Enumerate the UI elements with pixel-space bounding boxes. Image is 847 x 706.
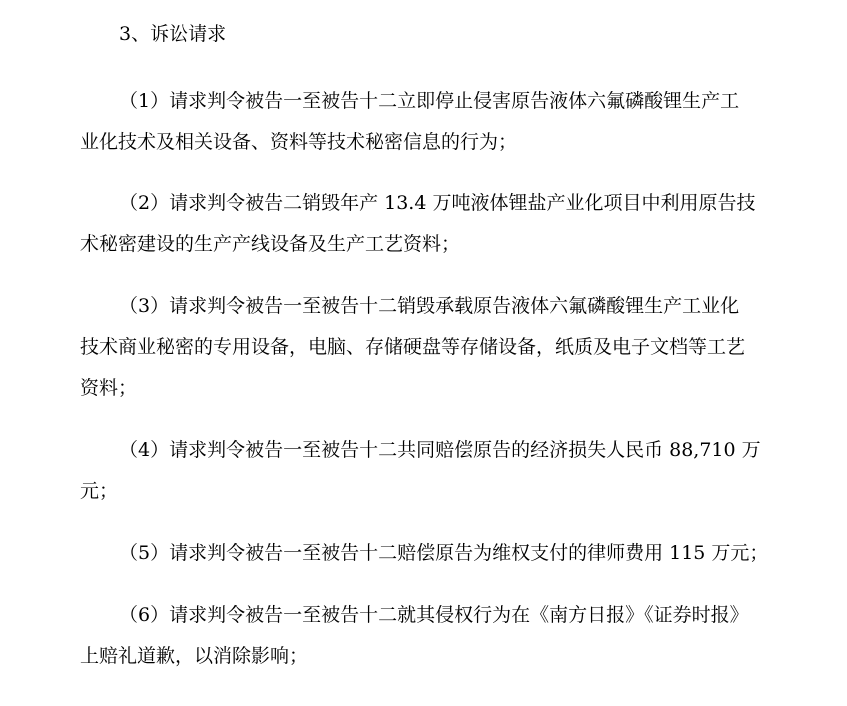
claim-4-line-1: （4）请求判令被告一至被告十二共同赔偿原告的经济损失人民币 88,710 万 <box>119 439 761 461</box>
claim-2-line-2: 术秘密建设的生产产线设备及生产工艺资料； <box>80 233 461 255</box>
claim-6-line-2: 上赔礼道歉，以消除影响； <box>80 645 309 667</box>
claim-3 <box>80 286 780 409</box>
section-heading: 3、诉讼请求 <box>119 23 227 45</box>
claim-1-line-2: 业化技术及相关设备、资料等技术秘密信息的行为； <box>80 131 518 153</box>
claim-1-line-1: （1）请求判令被告一至被告十二立即停止侵害原告液体六氟磷酸锂生产工 <box>119 90 740 112</box>
claim-6 <box>80 595 780 677</box>
claim-3-line-1: （3）请求判令被告一至被告十二销毁承载原告液体六氟磷酸锂生产工业化 <box>119 295 740 317</box>
claim-2 <box>80 183 780 265</box>
claim-3-line-2: 技术商业秘密的专用设备，电脑、存储硬盘等存储设备，纸质及电子文档等工艺 <box>80 336 746 358</box>
claim-3-line-3: 资料； <box>80 377 138 399</box>
claim-6-line-1: （6）请求判令被告一至被告十二就其侵权行为在《南方日报》《证券时报》 <box>119 604 749 626</box>
claim-1 <box>80 81 780 163</box>
claim-5 <box>80 533 780 574</box>
claim-5-line-1: （5）请求判令被告一至被告十二赔偿原告为维权支付的律师费用 115 万元； <box>119 542 769 564</box>
claim-4-line-2: 元； <box>80 480 119 502</box>
claim-4 <box>80 430 780 512</box>
claim-2-line-1: （2）请求判令被告二销毁年产 13.4 万吨液体锂盐产业化项目中利用原告技 <box>119 192 756 214</box>
